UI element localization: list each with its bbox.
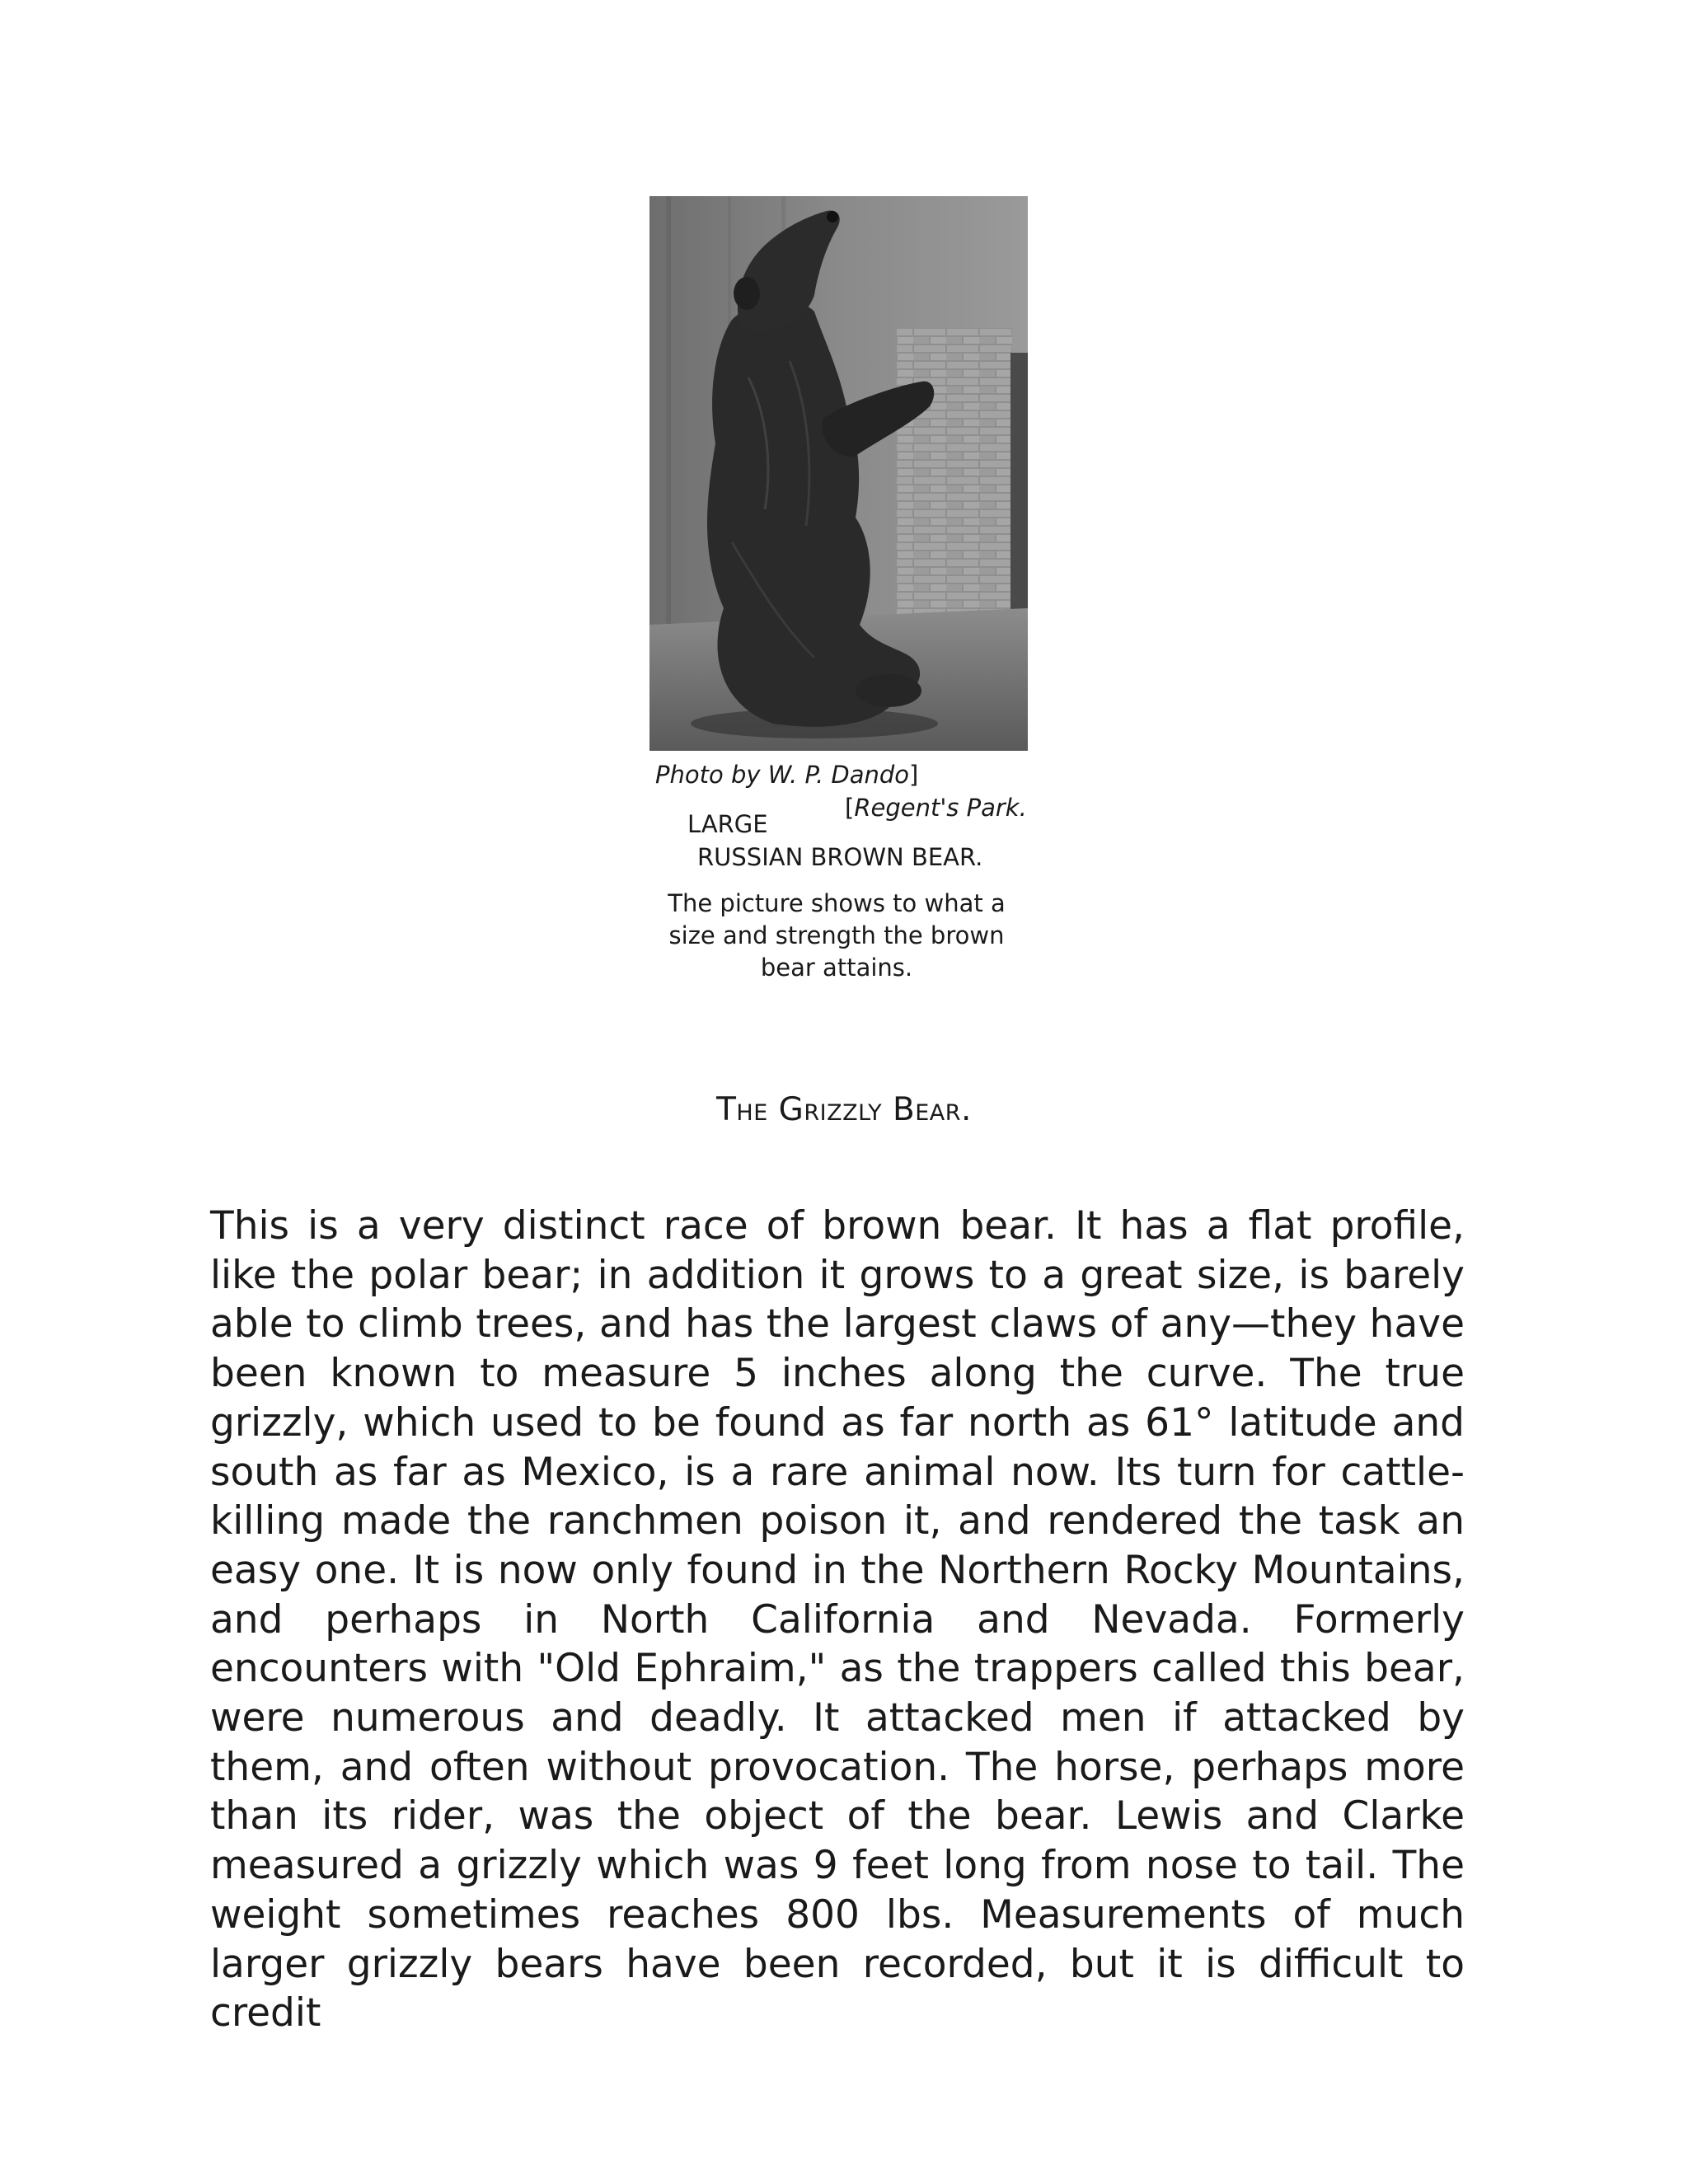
caption-description: The picture shows to what a size and strength the brown bear attains.	[668, 889, 1006, 982]
body-paragraph: This is a very distinct race of brown bear. It has a flat profile, like the polar bear; in addition it grows to a great size, is barely able to climb trees, and has the largest claws of any—they have been known to measure 5 inches along the curve. The true grizzly, which used to be found as far north as 61° latitude and south as far as Mexico, is a rare animal now. Its turn for cattle-killing made the ranchmen poison it, and rendered the task an easy one. It is now only found in the Northern Rocky Mountains, and perhaps in North California and Nevada. Formerly encounters with "Old Ephraim," as the trappers called this bear, were numerous and deadly. It attacked men if attacked by them, and often without provocation. The horse, perhaps more than its rider, was the object of the bear. Lewis and Clarke measured a grizzly which was 9 feet long from nose to tail. The weight sometimes reaches 800 lbs. Measurements of much larger grizzly bears have been recorded, but it is difficult to credit	[210, 1203, 1465, 2036]
photo-credit	[655, 758, 918, 791]
photo-credit-name: Photo by W. P. Dando	[655, 761, 910, 789]
caption-title-line2: RUSSIAN BROWN BEAR.	[697, 843, 983, 871]
photo-location-bracket: [	[845, 794, 855, 822]
bear-photo	[649, 196, 1028, 751]
photo-location	[845, 791, 1027, 824]
photo-location-name: Regent's Park.	[854, 794, 1027, 822]
caption-title-line1: LARGE	[687, 810, 768, 838]
bear-illustration	[649, 196, 1028, 751]
section-heading: The Grizzly Bear.	[716, 1091, 972, 1128]
photo-credit-bracket: ]	[909, 761, 919, 789]
